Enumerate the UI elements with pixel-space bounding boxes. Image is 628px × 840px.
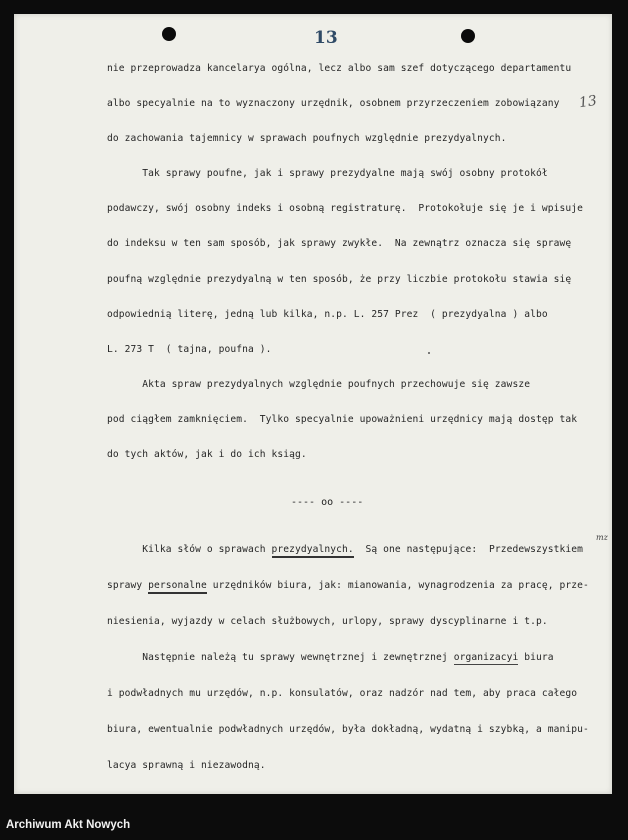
text-line: Tak sprawy poufne, jak i sprawy prezydyalne mają swój osobny protokół xyxy=(107,168,548,179)
underlined-term: personalne xyxy=(148,580,207,594)
text-line: Kilka słów o sprawach prezydyalnych. Są one następujące: Przedewszystkiem xyxy=(107,544,583,555)
text-line: niesienia, wyjazdy w celach służbowych, urlopy, sprawy dyscyplinarne i t.p. xyxy=(107,616,548,627)
document-page xyxy=(14,14,612,794)
text-line: poufną względnie prezydyalną w ten sposób, że przy liczbie protokołu stawia się xyxy=(107,274,572,285)
text-line: i podwładnych mu urzędów, n.p. konsulatów, oraz nadzór nad tem, aby praca całego xyxy=(107,688,578,699)
text-line: Następnie należą tu sprawy wewnętrznej i zewnętrznej organizacyi biura xyxy=(107,652,554,663)
text-line: pod ciągłem zamknięciem. Tylko specyalnie upoważnieni urzędnicy mają dostęp tak xyxy=(107,414,578,425)
archive-watermark: Archiwum Akt Nowych xyxy=(6,819,131,831)
text-line: odpowiednią literę, jedną lub kilka, n.p. L. 257 Prez ( prezydyalna ) albo xyxy=(107,309,548,320)
text-line: Akta spraw prezydyalnych względnie poufnych przechowuje się zawsze xyxy=(107,379,531,390)
text-line: do tych aktów, jak i do ich ksiąg. xyxy=(107,449,307,460)
text-line: biura, ewentualnie podwładnych urzędów, była dokładną, wydatną i szybką, a manipu- xyxy=(107,724,589,735)
text-line: do indeksu w ten sam sposób, jak sprawy zwykłe. Na zewnątrz oznacza się sprawę xyxy=(107,238,572,249)
punch-hole-right xyxy=(461,29,475,43)
handwritten-page-note: 13 xyxy=(577,92,598,112)
text-line: nie przeprowadza kancelarya ogólna, lecz albo sam szef dotyczącego departamentu xyxy=(107,63,572,74)
underlined-term: organizacyi xyxy=(453,652,519,663)
text-line: albo specyalnie na to wyznaczony urzędnik, osobnem przyrzeczeniem zobowiązany xyxy=(107,98,560,109)
text-line: L. 273 T ( tajna, poufna ). xyxy=(107,344,272,355)
handwritten-margin-mark: mz xyxy=(596,533,608,542)
page-number: 13 xyxy=(314,28,338,48)
section-separator: ---- oo ---- xyxy=(291,497,364,508)
underlined-term: prezydyalnych. xyxy=(272,544,354,558)
text-line: lacya sprawną i niezawodną. xyxy=(107,760,266,771)
text-line: podawczy, swój osobny indeks i osobną registraturę. Protokołuje się je i wpisuje xyxy=(107,203,583,214)
text-line: do zachowania tajemnicy w sprawach poufnych względnie prezydyalnych. xyxy=(107,133,507,144)
text-line: sprawy personalne urzędników biura, jak: mianowania, wynagrodzenia za pracę, prze- xyxy=(107,580,589,591)
ink-speck xyxy=(428,352,430,354)
punch-hole-left xyxy=(162,27,176,41)
